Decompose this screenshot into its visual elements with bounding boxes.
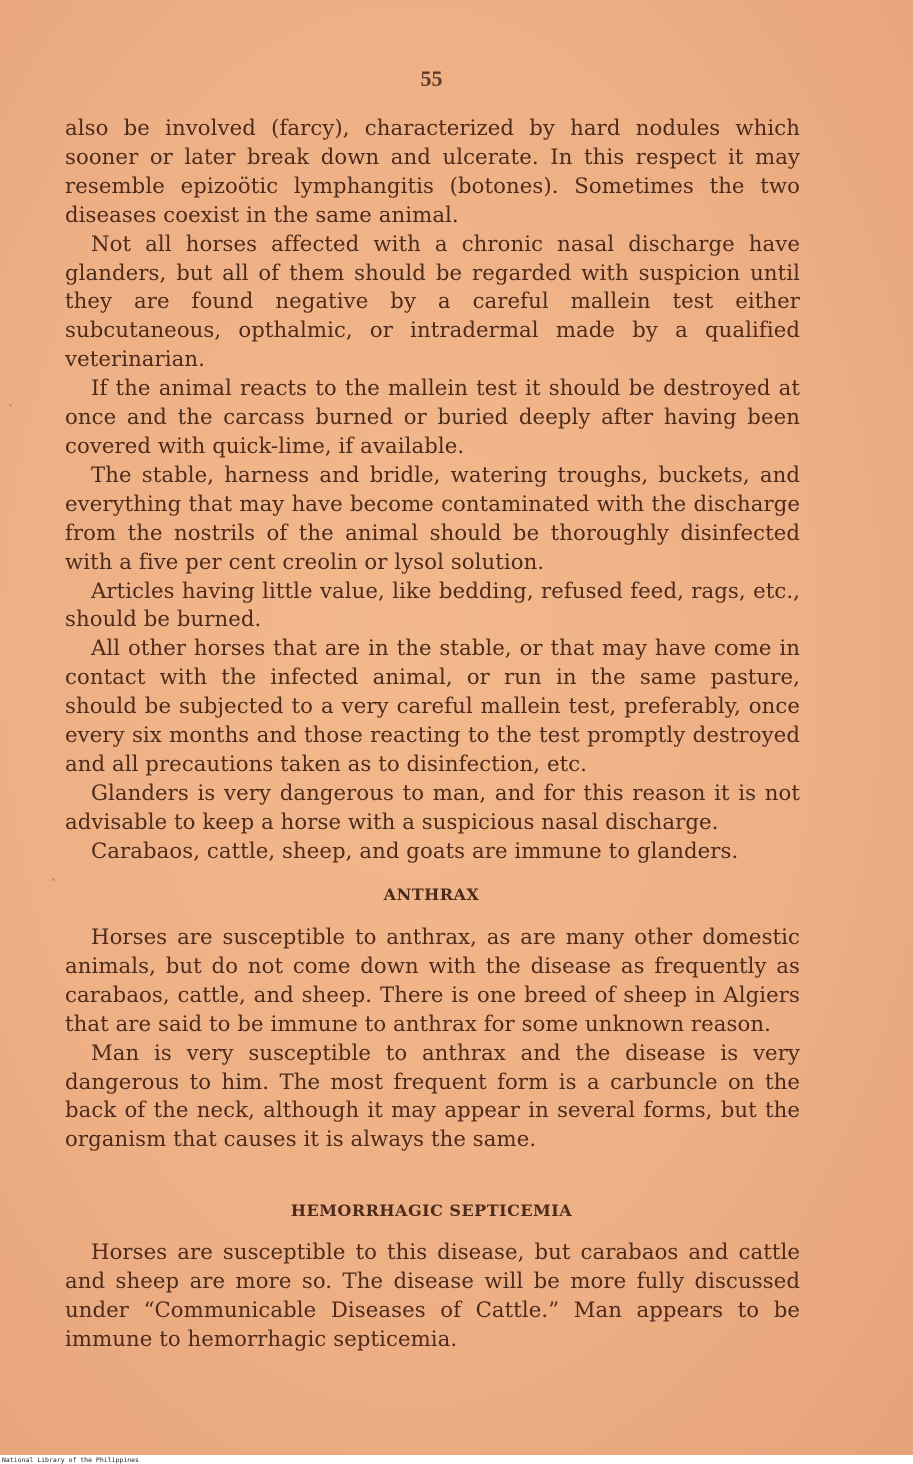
- paragraph: All other horses that are in the stable, or that may have come in contact with the infected animal, or run in the same pasture, should be subjected to a very careful mallein test, preferably, once every six months and those reacting to the test promptly destroyed and all precautions taken as to disinfection, etc.: [65, 635, 800, 776]
- section-heading-hemorrhagic-septicemia: HEMORRHAGIC SEPTICEMIA: [290, 1201, 573, 1220]
- paragraph: Man is very susceptible to anthrax and the disease is very dangerous to him. The most frequent form is a carbuncle on the back of the neck, although it may appear in several forms, but the organism that causes it is always the same.: [65, 1039, 800, 1152]
- paragraph: Not all horses affected with a chronic nasal discharge have glanders, but all of them should be regarded with suspicion until they are found negative by a careful mallein test either subcutaneous, opthalmic, or intradermal made by a qualified veterinarian.: [65, 230, 800, 372]
- paragraph: Carabaos, cattle, sheep, and goats are immune to glanders.: [91, 837, 739, 863]
- paper-speck: [52, 878, 55, 881]
- paper-speck: [9, 404, 12, 407]
- hemorrhagic-septicemia-section-body: [65, 1238, 800, 1354]
- anthrax-section-body: [65, 923, 800, 1154]
- page-number: 55: [420, 66, 443, 91]
- section-heading-anthrax: ANTHRAX: [383, 885, 480, 904]
- paragraph: The stable, harness and bridle, watering troughs, buckets, and everything that may have become contaminated with the discharge from the nostrils of the animal should be thoroughly disinfected with a five per cent creolin or lysol solution.: [65, 461, 800, 574]
- paragraph: Articles having little value, like bedding, refused feed, rags, etc., should be burned.: [65, 577, 800, 632]
- paragraph: Glanders is very dangerous to man, and for this reason it is not advisable to keep a horse with a suspicious nasal discharge.: [65, 779, 800, 834]
- paragraph: If the animal reacts to the mallein test it should be destroyed at once and the carcass burned or buried deeply after having been covered with quick-lime, if available.: [65, 375, 800, 458]
- paragraph: Horses are susceptible to anthrax, as are many other domestic animals, but do not come down with the disease as frequently as carabaos, cattle, and sheep. There is one breed of sheep in Algiers that are said to be immune to anthrax for some unknown reason.: [65, 924, 800, 1036]
- paragraph: Horses are susceptible to this disease, but carabaos and cattle and sheep are more so. The disease will be more fully discussed under “Communicable Diseases of Cattle.” Man appears to be immune to hemorrhagic septicemia.: [65, 1239, 800, 1351]
- library-credit: National Library of the Philippines: [2, 1456, 139, 1464]
- glanders-section-body: [65, 114, 800, 866]
- paragraph: also be involved (farcy), characterized by hard nodules which sooner or later break down and ulcerate. In this respect it may resemble epizoötic lymphangitis (botones). Sometimes the two diseases coexist in the same animal.: [65, 115, 800, 227]
